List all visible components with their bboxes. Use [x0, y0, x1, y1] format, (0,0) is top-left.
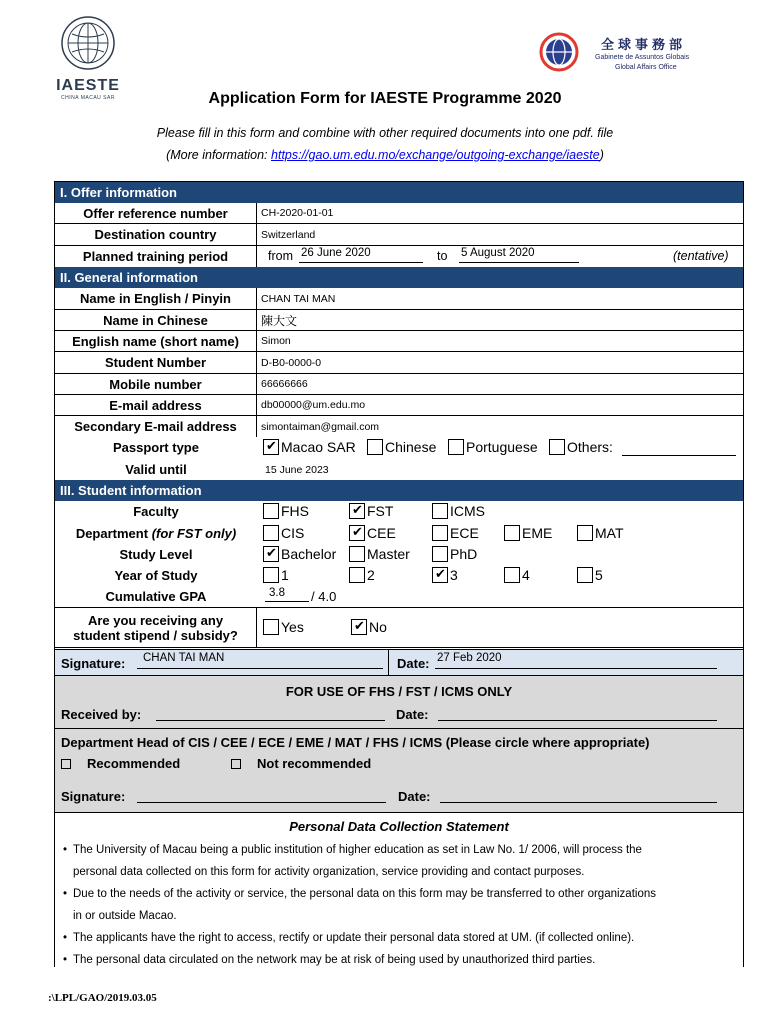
head-signature-field[interactable] [137, 788, 386, 803]
checkbox-year5-icon [577, 567, 593, 583]
to-label: to [437, 249, 448, 263]
row-training-period [55, 246, 743, 267]
checkbox-no-checked-icon [351, 619, 367, 635]
checkbox-master-icon [349, 546, 365, 562]
dept-option-cee[interactable] [349, 525, 396, 541]
level-option-master[interactable] [349, 546, 410, 562]
section-student-header: III. Student information [55, 480, 743, 501]
stipend-no-label: No [369, 619, 387, 635]
level-option-phd[interactable] [432, 546, 477, 562]
instructions-suffix: ) [599, 148, 604, 162]
mobile-value[interactable]: 66666666 [261, 378, 308, 390]
dept-mat-label: MAT [595, 525, 624, 541]
year-2-label: 2 [367, 567, 375, 583]
applicant-signature-row [55, 649, 743, 676]
recommended-label: Recommended [87, 756, 181, 771]
row-short-name [55, 331, 743, 352]
row-passport [55, 437, 743, 458]
passport-macao-label: Macao SAR [281, 439, 356, 455]
statement-item-continued: personal data collected on this form for activity organization, service providing and contact purposes. [73, 866, 585, 878]
statement-title: Personal Data Collection Statement [289, 819, 509, 834]
checkbox-fst-checked-icon [349, 503, 365, 519]
recommended-option[interactable] [61, 756, 180, 771]
row-department [55, 522, 743, 544]
faculty-label: Faculty [133, 504, 179, 519]
office-use-section [55, 676, 743, 812]
valid-until-value[interactable]: 15 June 2023 [265, 464, 329, 476]
signature-field[interactable] [137, 652, 383, 669]
gpa-max: / 4.0 [311, 589, 337, 604]
training-period-label: Planned training period [55, 246, 257, 267]
gao-emblem-icon [539, 32, 579, 72]
not-recommended-option[interactable] [231, 756, 371, 771]
from-date-value: 26 June 2020 [301, 247, 371, 259]
level-option-bachelor[interactable] [263, 546, 336, 562]
dept-option-eme[interactable] [504, 525, 552, 541]
signature-label: Signature: [61, 656, 126, 671]
checkbox-eme-icon [504, 525, 520, 541]
study-level-label: Study Level [119, 547, 193, 562]
iaeste-logo [52, 14, 124, 101]
instructions-prefix: (More information: [166, 148, 272, 162]
offer-ref-label: Offer reference number [55, 203, 257, 223]
department-label-note: (for FST only) [151, 525, 237, 541]
row-year-of-study [55, 565, 743, 586]
year-option-4[interactable] [504, 567, 530, 583]
row-student-number [55, 352, 743, 374]
year-of-study-label: Year of Study [114, 568, 198, 583]
year-5-label: 5 [595, 567, 603, 583]
gao-name-pt: Gabinete de Assuntos Globais [595, 54, 690, 61]
checkbox-mat-icon [577, 525, 593, 541]
student-number-label: Student Number [55, 352, 257, 373]
office-divider [55, 728, 743, 729]
year-3-label: 3 [450, 567, 458, 583]
name-zh-label: Name in Chinese [55, 310, 257, 330]
department-label [55, 522, 257, 544]
row-offer-ref [55, 203, 743, 224]
destination-label: Destination country [55, 224, 257, 245]
checkbox-cee-checked-icon [349, 525, 365, 541]
received-date-label: Date: [396, 707, 429, 722]
not-recommended-label: Not recommended [257, 756, 372, 771]
dept-option-cis[interactable] [263, 525, 304, 541]
gpa-field[interactable] [265, 587, 309, 602]
recommended-box-icon [61, 759, 71, 769]
checkbox-others-icon [549, 439, 565, 455]
passport-option-macao[interactable] [263, 439, 356, 455]
row-study-level [55, 544, 743, 565]
stipend-option-no[interactable] [351, 619, 387, 635]
checkbox-cis-icon [263, 525, 279, 541]
row-mobile [55, 374, 743, 395]
faculty-fhs-label: FHS [281, 503, 309, 519]
name-en-value[interactable]: CHAN TAI MAN [261, 292, 336, 305]
offer-ref-value[interactable]: CH-2020-01-01 [261, 207, 334, 219]
checkbox-year1-icon [263, 567, 279, 583]
form-title: Application Form for IAESTE Programme 2020 [208, 90, 562, 107]
section-general-header: II. General information [55, 267, 743, 288]
checkbox-bachelor-checked-icon [263, 546, 279, 562]
passport-others-field[interactable] [622, 439, 736, 456]
instructions-line1: Please fill in this form and combine with other required documents into one pdf. file [156, 126, 614, 140]
tentative-note: (tentative) [673, 249, 729, 263]
globe-logo-icon [59, 14, 117, 72]
statement-item: • The applicants have the right to access, rectify or update their personal data stored at UM. (if collected online). [61, 927, 737, 949]
head-signature-label: Signature: [61, 789, 126, 804]
received-by-label: Received by: [61, 707, 142, 722]
checkbox-ece-icon [432, 525, 448, 541]
instructions-line2 [0, 148, 770, 162]
short-name-label: English name (short name) [55, 331, 257, 351]
from-date-field[interactable] [299, 247, 423, 263]
checkbox-icms-icon [432, 503, 448, 519]
name-en-label: Name in English / Pinyin [55, 288, 257, 309]
row-destination [55, 224, 743, 246]
checkbox-portuguese-icon [448, 439, 464, 455]
dept-cee-label: CEE [367, 525, 396, 541]
gao-name-en: Global Affairs Office [615, 64, 677, 71]
dept-ece-label: ECE [450, 525, 479, 541]
faculty-option-fst[interactable] [349, 503, 393, 519]
checkbox-year3-checked-icon [432, 567, 448, 583]
faculty-option-icms[interactable] [432, 503, 485, 519]
passport-portuguese-label: Portuguese [466, 439, 538, 455]
statement-item: • Due to the needs of the activity or service, the personal data on this form may be transferred to other organizations [61, 883, 737, 905]
personal-data-statement [55, 812, 743, 968]
email2-value[interactable]: simontaiman@gmail.com [261, 420, 380, 433]
stipend-option-yes[interactable] [263, 619, 304, 635]
passport-option-chinese[interactable] [367, 439, 436, 455]
from-label: from [268, 249, 293, 263]
statement-list [61, 839, 737, 971]
year-option-2[interactable] [349, 567, 375, 583]
to-date-value: 5 August 2020 [461, 247, 535, 259]
checkbox-phd-icon [432, 546, 448, 562]
checkbox-yes-icon [263, 619, 279, 635]
row-stipend [55, 607, 743, 648]
to-date-field[interactable] [459, 247, 579, 263]
stipend-yes-label: Yes [281, 619, 304, 635]
checkbox-chinese-icon [367, 439, 383, 455]
gpa-label: Cumulative GPA [105, 589, 207, 604]
mobile-label: Mobile number [55, 374, 257, 394]
year-1-label: 1 [281, 567, 289, 583]
statement-item: • The personal data circulated on the network may be at risk of being used by unauthorized third parties. [61, 949, 737, 971]
email2-label: Secondary E-mail address [55, 416, 257, 437]
checkbox-year2-icon [349, 567, 365, 583]
faculty-icms-label: ICMS [450, 503, 485, 519]
date-label: Date: [397, 656, 430, 671]
row-valid-until [55, 458, 743, 480]
date-field[interactable] [435, 652, 717, 669]
faculty-fst-label: FST [367, 503, 394, 519]
faculty-option-fhs[interactable] [263, 503, 309, 519]
student-number-value[interactable]: D-B0-0000-0 [261, 356, 322, 369]
more-info-link[interactable]: https://gao.um.edu.mo/exchange/outgoing-exchange/iaeste [271, 148, 600, 162]
received-by-field[interactable] [156, 706, 385, 721]
email-value[interactable]: db00000@um.edu.mo [261, 399, 366, 411]
short-name-value[interactable]: Simon [261, 335, 291, 347]
document-code: :\LPL/GAO/2019.03.05 [48, 992, 157, 1004]
year-4-label: 4 [522, 567, 530, 583]
passport-others-label: Others: [567, 439, 613, 455]
level-bachelor-label: Bachelor [281, 546, 337, 562]
dept-option-ece[interactable] [432, 525, 479, 541]
row-name-en [55, 288, 743, 310]
row-email2 [55, 416, 743, 437]
head-date-field[interactable] [440, 788, 717, 803]
year-option-5[interactable] [577, 567, 603, 583]
date-value: 27 Feb 2020 [437, 652, 502, 664]
destination-value[interactable]: Switzerland [261, 228, 316, 241]
row-name-zh [55, 310, 743, 331]
section-offer-header: I. Offer information [55, 182, 743, 203]
year-option-3[interactable] [432, 567, 458, 583]
level-phd-label: PhD [450, 546, 478, 562]
passport-chinese-label: Chinese [385, 439, 437, 455]
department-label-text: Department [75, 525, 149, 541]
year-option-1[interactable] [263, 567, 289, 583]
checkbox-fhs-icon [263, 503, 279, 519]
signature-value: CHAN TAI MAN [143, 652, 225, 664]
stipend-label-line2: student stipend / subsidy? [73, 627, 238, 643]
level-master-label: Master [367, 546, 410, 562]
email-label: E-mail address [55, 395, 257, 415]
statement-item: • The University of Macau being a public institution of higher education as set in Law No. 1/ 2006, will process the [61, 839, 737, 861]
checkbox-year4-icon [504, 567, 520, 583]
received-date-field[interactable] [438, 706, 717, 721]
valid-until-label: Valid until [125, 461, 187, 477]
stipend-label-line1: Are you receiving any [87, 612, 224, 628]
iaeste-subtitle: CHINA MACAU SAR [61, 95, 115, 101]
dept-head-instruction: Department Head of CIS / CEE / ECE / EME / MAT / FHS / ICMS (Please circle where appropriate) [61, 735, 650, 750]
dept-eme-label: EME [522, 525, 553, 541]
row-faculty [55, 501, 743, 522]
row-gpa [55, 586, 743, 607]
dept-cis-label: CIS [281, 525, 305, 541]
stipend-label [55, 608, 257, 647]
statement-item-continued: in or outside Macao. [73, 910, 177, 922]
passport-label: Passport type [113, 440, 199, 455]
gao-name-zh: 全球事務部 [601, 37, 687, 52]
row-email [55, 395, 743, 416]
office-use-header: FOR USE OF FHS / FST / ICMS ONLY [285, 684, 513, 699]
application-form [54, 181, 744, 967]
checkbox-macao-checked-icon [263, 439, 279, 455]
name-zh-value[interactable]: 陳大文 [261, 313, 298, 328]
iaeste-wordmark: IAESTE [56, 77, 120, 94]
passport-option-others[interactable] [549, 439, 613, 455]
gpa-value: 3.8 [269, 587, 285, 599]
passport-option-portuguese[interactable] [448, 439, 538, 455]
dept-option-mat[interactable] [577, 525, 624, 541]
not-recommended-box-icon [231, 759, 241, 769]
head-date-label: Date: [398, 789, 431, 804]
signature-divider [388, 649, 389, 676]
gao-logo [539, 32, 729, 76]
